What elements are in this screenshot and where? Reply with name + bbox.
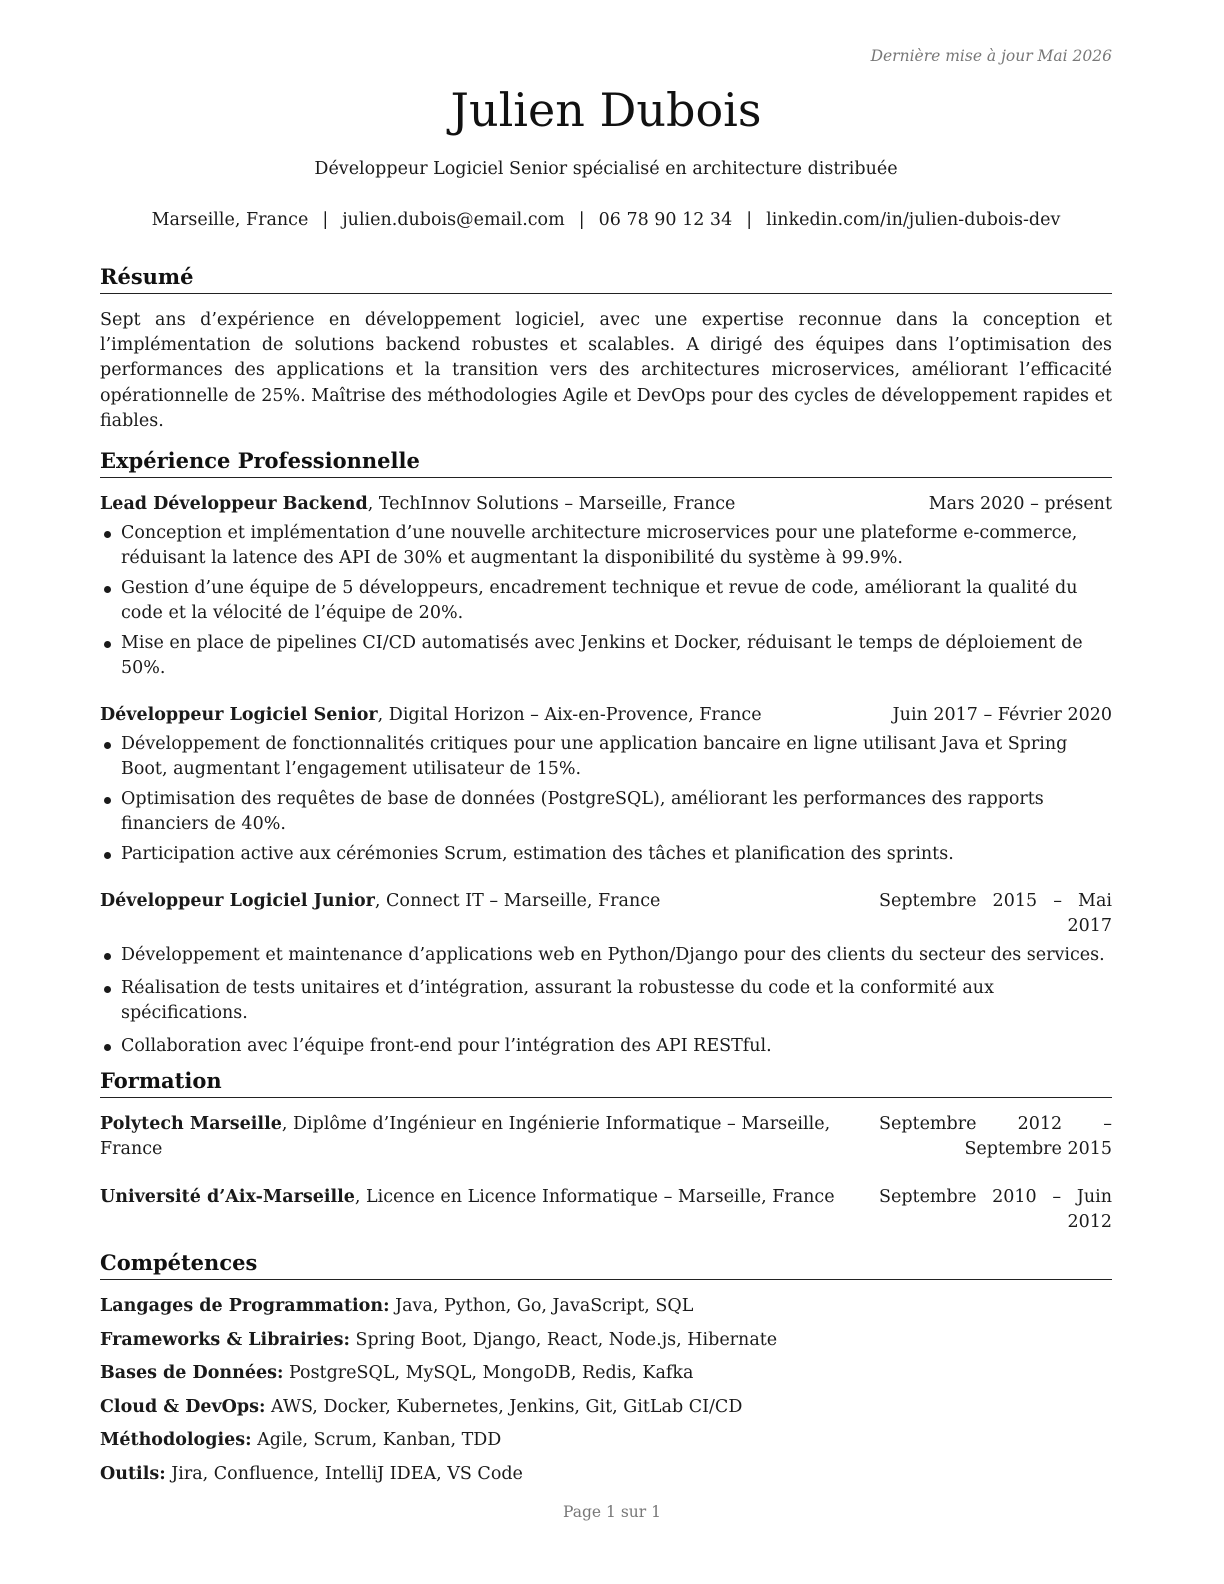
skill-label: Bases de Données: bbox=[100, 1363, 284, 1384]
job-company: , TechInnov Solutions – Marseille, France bbox=[367, 494, 736, 515]
skill-row bbox=[100, 1462, 1112, 1487]
job-bullet: Optimisation des requêtes de base de données (PostgreSQL), améliorant les performances des rapports financiers de 40%. bbox=[100, 787, 1112, 837]
education-dates: Septembre 2010 – Juin 2012 bbox=[879, 1187, 1112, 1233]
education-header bbox=[100, 1185, 1112, 1235]
experience-section bbox=[100, 447, 1112, 1059]
job-dates: Juin 2017 – Février 2020 bbox=[892, 705, 1112, 726]
section-title-skills: Compétences bbox=[100, 1249, 1112, 1280]
skill-value: Spring Boot, Django, React, Node.js, Hibernate bbox=[349, 1329, 778, 1350]
job-bullet: Participation active aux cérémonies Scrum, estimation des tâches et planification des sprints. bbox=[100, 842, 1112, 867]
job-bullet: Gestion d’une équipe de 5 développeurs, encadrement technique et revue de code, améliorant la qualité du code et la vélocité de l’équipe de 20%. bbox=[100, 576, 1112, 626]
contact-location: Marseille, France bbox=[151, 210, 309, 230]
job-entry bbox=[100, 703, 1112, 867]
job-bullets bbox=[100, 943, 1112, 1059]
skills-list bbox=[100, 1294, 1112, 1487]
skills-section bbox=[100, 1249, 1112, 1487]
summary-section bbox=[100, 263, 1112, 434]
skill-value: Agile, Scrum, Kanban, TDD bbox=[251, 1430, 502, 1451]
contact-separator: | bbox=[578, 210, 585, 230]
job-header bbox=[100, 492, 1112, 517]
education-section bbox=[100, 1067, 1112, 1235]
summary-text: Sept ans d’expérience en développement logiciel, avec une expertise reconnue dans la conception et l’implémentation de solutions backend robustes et scalables. A dirigé des équipes dans l’optimisation des performances des applications et la transition vers des architectures microservices, améliorant l’efficacité opérationnelle de 25%. Maîtrise des méthodologies Agile et DevOps pour des cycles de développement rapides et fiables. bbox=[100, 310, 1112, 431]
education-degree: , Licence en Licence Informatique – Marseille, France bbox=[354, 1187, 835, 1208]
contact-email[interactable]: julien.dubois@email.com bbox=[342, 210, 565, 230]
education-entry bbox=[100, 1185, 1112, 1235]
skill-value: AWS, Docker, Kubernetes, Jenkins, Git, GitLab CI/CD bbox=[265, 1396, 743, 1417]
page-number: Page 1 sur 1 bbox=[563, 1503, 661, 1521]
job-bullet: Mise en place de pipelines CI/CD automatisés avec Jenkins et Docker, réduisant le temps de déploiement de 50%. bbox=[100, 631, 1112, 681]
skill-row bbox=[100, 1328, 1112, 1353]
job-bullet: Collaboration avec l’équipe front-end pour l’intégration des API RESTful. bbox=[100, 1034, 1112, 1059]
education-school: Université d’Aix-Marseille bbox=[100, 1187, 355, 1208]
contact-phone: 06 78 90 12 34 bbox=[598, 210, 733, 230]
job-bullet: Développement et maintenance d’applications web en Python/Django pour des clients du secteur des services. bbox=[100, 943, 1112, 968]
job-header bbox=[100, 889, 1112, 939]
section-title-summary: Résumé bbox=[100, 263, 1112, 294]
skill-value: Jira, Confluence, IntelliJ IDEA, VS Code bbox=[165, 1463, 523, 1484]
job-dates: Mars 2020 – présent bbox=[928, 494, 1112, 515]
skill-value: PostgreSQL, MySQL, MongoDB, Redis, Kafka bbox=[283, 1363, 694, 1384]
resume-page bbox=[100, 40, 1112, 1496]
education-school: Polytech Marseille bbox=[100, 1114, 282, 1135]
candidate-name: Julien Dubois bbox=[450, 83, 762, 137]
skill-label: Langages de Programmation: bbox=[100, 1296, 390, 1317]
skill-label: Méthodologies: bbox=[100, 1430, 252, 1451]
skill-row bbox=[100, 1294, 1112, 1319]
contact-line bbox=[100, 207, 1112, 233]
job-bullet: Développement de fonctionnalités critiques pour une application bancaire en ligne utilisant Java et Spring Boot, augmentant l’engagement utilisateur de 15%. bbox=[100, 732, 1112, 782]
job-role: Lead Développeur Backend bbox=[100, 494, 368, 515]
skill-label: Frameworks & Librairies: bbox=[100, 1329, 350, 1350]
skill-label: Cloud & DevOps: bbox=[100, 1396, 266, 1417]
last-updated-note: Dernière mise à jour Mai 2026 bbox=[870, 47, 1112, 65]
job-company: , Digital Horizon – Aix-en-Provence, France bbox=[377, 705, 762, 726]
education-header bbox=[100, 1112, 1112, 1162]
education-entry bbox=[100, 1112, 1112, 1162]
job-entry bbox=[100, 492, 1112, 681]
job-dates: Septembre 2015 – Mai 2017 bbox=[879, 891, 1112, 937]
section-title-education: Formation bbox=[100, 1067, 1112, 1098]
skill-row bbox=[100, 1361, 1112, 1386]
job-header bbox=[100, 703, 1112, 728]
job-bullets bbox=[100, 732, 1112, 867]
job-role: Développeur Logiciel Junior bbox=[100, 891, 375, 912]
job-bullets bbox=[100, 521, 1112, 681]
education-dates: Septembre 2012 – Septembre 2015 bbox=[879, 1114, 1112, 1160]
contact-linkedin[interactable]: linkedin.com/in/julien-dubois-dev bbox=[766, 210, 1061, 230]
job-company: , Connect IT – Marseille, France bbox=[374, 891, 661, 912]
skill-label: Outils: bbox=[100, 1463, 166, 1484]
skill-value: Java, Python, Go, JavaScript, SQL bbox=[389, 1296, 694, 1317]
section-title-experience: Expérience Professionnelle bbox=[100, 447, 1112, 478]
job-bullet: Conception et implémentation d’une nouvelle architecture microservices pour une plateforme e-commerce, réduisant la latence des API de 30% et augmentant la disponibilité du système à 99.9%. bbox=[100, 521, 1112, 571]
job-bullet: Réalisation de tests unitaires et d’intégration, assurant la robustesse du code et la conformité aux spécifications. bbox=[100, 976, 1112, 1026]
education-degree: , Diplôme d’Ingénieur en Ingénierie Informatique – Marseille, France bbox=[100, 1114, 831, 1160]
job-role: Développeur Logiciel Senior bbox=[100, 705, 378, 726]
skill-row bbox=[100, 1395, 1112, 1420]
job-entry bbox=[100, 889, 1112, 1059]
contact-separator: | bbox=[746, 210, 753, 230]
skill-row bbox=[100, 1428, 1112, 1453]
contact-separator: | bbox=[322, 210, 329, 230]
candidate-tagline: Développeur Logiciel Senior spécialisé en architecture distribuée bbox=[314, 159, 898, 179]
